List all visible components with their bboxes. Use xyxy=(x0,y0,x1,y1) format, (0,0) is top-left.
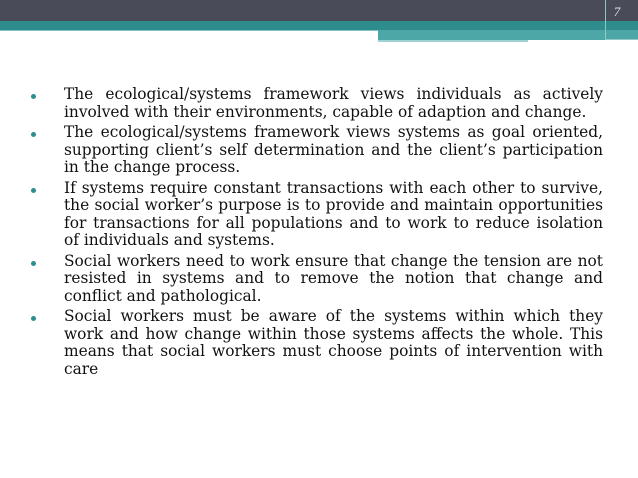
bullet-dot-icon xyxy=(31,261,36,266)
bullet-text: Social workers must be aware of the systems within which they work and how change within those systems affects the whole. This means that social workers must choose points of intervention with care xyxy=(64,307,603,378)
bullet-list xyxy=(28,86,603,378)
header-bar xyxy=(0,0,638,21)
header-accent-block xyxy=(378,30,638,40)
header-accent-band xyxy=(0,21,638,30)
bullet-dot-icon xyxy=(31,316,36,321)
bullet-item xyxy=(28,86,603,121)
bullet-item xyxy=(28,180,603,250)
slide-body xyxy=(28,86,603,381)
header-accent-line xyxy=(378,40,528,42)
bullet-text: The ecological/systems framework views systems as goal oriented, supporting client’s self determination and the client’s participation in the change process. xyxy=(64,123,603,176)
bullet-text: Social workers need to work ensure that change the tension are not resisted in systems and to remove the notion that change and conflict and pathological. xyxy=(64,251,603,305)
bullet-dot-icon xyxy=(31,94,36,99)
header-divider-line xyxy=(0,30,378,31)
bullet-dot-icon xyxy=(31,188,36,193)
bullet-item xyxy=(28,253,603,306)
bullet-item xyxy=(28,308,603,378)
bullet-text: The ecological/systems framework views individuals as actively involved with their environments, capable of adaption and change. xyxy=(64,85,603,121)
bullet-dot-icon xyxy=(31,132,36,137)
bullet-item xyxy=(28,124,603,177)
slide-number: 7 xyxy=(613,4,621,19)
bullet-text: If systems require constant transactions with each other to survive, the social worker’s purpose is to provide and maintain opportunities for transactions for all populations and to work to reduce isolation of individuals and systems. xyxy=(64,178,603,249)
